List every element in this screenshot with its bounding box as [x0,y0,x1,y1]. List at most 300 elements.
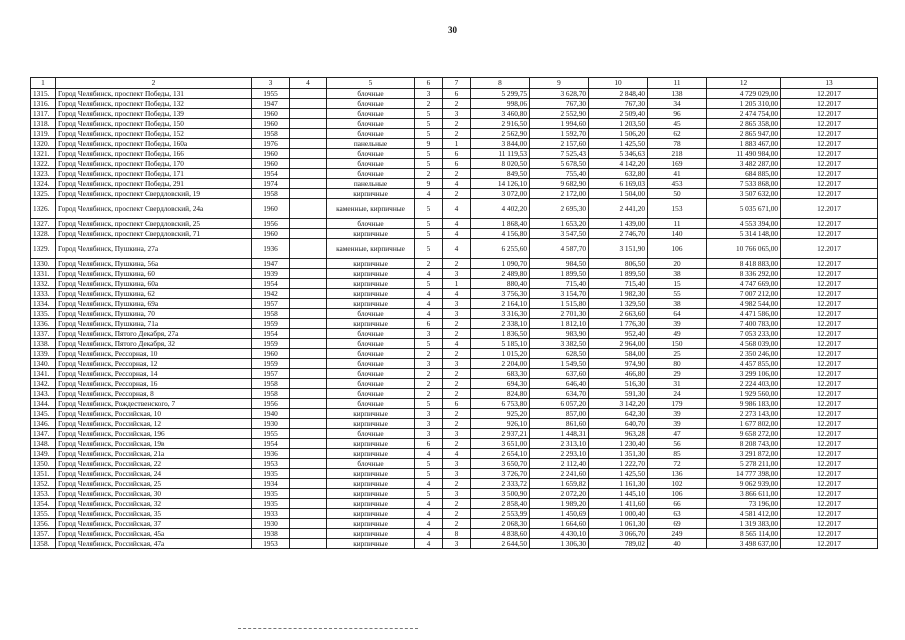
floors-cell: 9 [415,139,443,149]
total-area-cell: 2 858,40 [471,499,530,509]
residents-cell: 69 [648,519,707,529]
floors-cell: 2 [415,99,443,109]
year-cell: 1960 [252,229,290,239]
date-cell: 12.2017 [781,139,878,149]
wall-material-cell: блочные [327,389,415,399]
living-area-cell: 767,30 [530,99,589,109]
wall-material-cell: каменные, кирпичные [327,239,415,259]
cost-cell: 3 299 106,00 [707,369,781,379]
total-area-cell: 998,06 [471,99,530,109]
date-cell: 12.2017 [781,149,878,159]
extra-cell [290,89,327,99]
total-area-cell: 3 844,00 [471,139,530,149]
private-area-cell: 2 848,40 [589,89,648,99]
table-row [31,499,878,509]
private-area-cell: 3 142,20 [589,399,648,409]
private-area-cell: 591,30 [589,389,648,399]
row-number-cell: 1340. [31,359,56,369]
private-area-cell: 1 982,30 [589,289,648,299]
private-area-cell: 1 230,40 [589,439,648,449]
wall-material-cell: кирпичные [327,509,415,519]
year-cell: 1960 [252,159,290,169]
wall-material-cell: кирпичные [327,519,415,529]
floors-cell: 5 [415,229,443,239]
extra-cell [290,129,327,139]
date-cell: 12.2017 [781,469,878,479]
table-body [31,89,878,549]
entrances-cell: 3 [443,489,471,499]
cost-cell: 4 729 029,00 [707,89,781,99]
cost-cell: 2 865 358,00 [707,119,781,129]
private-area-cell: 3 066,70 [589,529,648,539]
extra-cell [290,99,327,109]
floors-cell: 5 [415,279,443,289]
private-area-cell: 715,40 [589,279,648,289]
living-area-cell: 2 072,20 [530,489,589,499]
row-number-cell: 1333. [31,289,56,299]
address-cell: Город Челябинск, Рессорная, 10 [56,349,252,359]
cost-cell: 3 866 611,00 [707,489,781,499]
extra-cell [290,439,327,449]
extra-cell [290,329,327,339]
table-row [31,379,878,389]
floors-cell: 4 [415,479,443,489]
entrances-cell: 3 [443,429,471,439]
total-area-cell: 3 072,00 [471,189,530,199]
wall-material-cell: блочные [327,349,415,359]
living-area-cell: 9 682,90 [530,179,589,189]
entrances-cell: 2 [443,169,471,179]
private-area-cell: 767,30 [589,99,648,109]
cost-cell: 8 418 883,00 [707,259,781,269]
extra-cell [290,119,327,129]
cost-cell: 5 035 671,00 [707,199,781,219]
table-row [31,369,878,379]
floors-cell: 2 [415,389,443,399]
entrances-cell: 3 [443,539,471,549]
year-cell: 1960 [252,349,290,359]
private-area-cell: 1 445,10 [589,489,648,499]
residents-cell: 249 [648,529,707,539]
year-cell: 1957 [252,369,290,379]
year-cell: 1956 [252,219,290,229]
extra-cell [290,359,327,369]
table-row [31,119,878,129]
living-area-cell: 2 241,60 [530,469,589,479]
total-area-cell: 1 836,50 [471,329,530,339]
cost-cell: 2 865 947,00 [707,129,781,139]
housing-register-table [30,77,878,549]
date-cell: 12.2017 [781,429,878,439]
row-number-cell: 1342. [31,379,56,389]
row-number-cell: 1350. [31,459,56,469]
total-area-cell: 2 937,21 [471,429,530,439]
address-cell: Город Челябинск, проспект Победы, 132 [56,99,252,109]
entrances-cell: 2 [443,499,471,509]
address-cell: Город Челябинск, проспект Свердловский, 19 [56,189,252,199]
table-row [31,409,878,419]
date-cell: 12.2017 [781,489,878,499]
residents-cell: 50 [648,189,707,199]
private-area-cell: 1 504,00 [589,189,648,199]
wall-material-cell: кирпичные [327,489,415,499]
private-area-cell: 466,80 [589,369,648,379]
year-cell: 1957 [252,299,290,309]
living-area-cell: 1 812,10 [530,319,589,329]
entrances-cell: 3 [443,269,471,279]
wall-material-cell: кирпичные [327,479,415,489]
row-number-cell: 1344. [31,399,56,409]
extra-cell [290,219,327,229]
table-row [31,449,878,459]
wall-material-cell: блочные [327,309,415,319]
entrances-cell: 2 [443,259,471,269]
residents-cell: 138 [648,89,707,99]
year-cell: 1976 [252,139,290,149]
floors-cell: 5 [415,199,443,219]
wall-material-cell: кирпичные [327,259,415,269]
cost-cell: 7 053 233,00 [707,329,781,339]
entrances-cell: 2 [443,369,471,379]
residents-cell: 150 [648,339,707,349]
row-number-cell: 1321. [31,149,56,159]
living-area-cell: 715,40 [530,279,589,289]
row-number-cell: 1324. [31,179,56,189]
residents-cell: 25 [648,349,707,359]
total-area-cell: 6 753,80 [471,399,530,409]
row-number-cell: 1318. [31,119,56,129]
year-cell: 1954 [252,439,290,449]
table-row [31,339,878,349]
living-area-cell: 6 057,20 [530,399,589,409]
cost-cell: 4 581 412,00 [707,509,781,519]
residents-cell: 80 [648,359,707,369]
living-area-cell: 755,40 [530,169,589,179]
residents-cell: 102 [648,479,707,489]
total-area-cell: 5 299,75 [471,89,530,99]
total-area-cell: 2 164,10 [471,299,530,309]
table-row [31,149,878,159]
row-number-cell: 1353. [31,489,56,499]
private-area-cell: 1 776,30 [589,319,648,329]
private-area-cell: 1 203,50 [589,119,648,129]
residents-cell: 218 [648,149,707,159]
row-number-cell: 1352. [31,479,56,489]
entrances-cell: 6 [443,149,471,159]
cost-cell: 8 208 743,00 [707,439,781,449]
entrances-cell: 4 [443,219,471,229]
floors-cell: 4 [415,269,443,279]
year-cell: 1960 [252,199,290,219]
column-header: 12 [707,78,781,89]
residents-cell: 29 [648,369,707,379]
floors-cell: 4 [415,449,443,459]
table-row [31,269,878,279]
year-cell: 1974 [252,179,290,189]
row-number-cell: 1319. [31,129,56,139]
residents-cell: 56 [648,439,707,449]
living-area-cell: 1 515,80 [530,299,589,309]
living-area-cell: 1 592,70 [530,129,589,139]
wall-material-cell: блочные [327,399,415,409]
cost-cell: 1 319 383,00 [707,519,781,529]
private-area-cell: 1 506,20 [589,129,648,139]
total-area-cell: 2 644,50 [471,539,530,549]
date-cell: 12.2017 [781,449,878,459]
row-number-cell: 1357. [31,529,56,539]
year-cell: 1958 [252,389,290,399]
wall-material-cell: панельные [327,179,415,189]
living-area-cell: 984,50 [530,259,589,269]
entrances-cell: 4 [443,199,471,219]
total-area-cell: 2 562,90 [471,129,530,139]
extra-cell [290,529,327,539]
total-area-cell: 880,40 [471,279,530,289]
table-row [31,529,878,539]
living-area-cell: 1 448,31 [530,429,589,439]
extra-cell [290,399,327,409]
residents-cell: 62 [648,129,707,139]
date-cell: 12.2017 [781,219,878,229]
address-cell: Город Челябинск, проспект Победы, 166 [56,149,252,159]
private-area-cell: 2 663,60 [589,309,648,319]
row-number-cell: 1348. [31,439,56,449]
table-row [31,489,878,499]
address-cell: Город Челябинск, Рессорная, 16 [56,379,252,389]
total-area-cell: 6 255,60 [471,239,530,259]
private-area-cell: 1 899,50 [589,269,648,279]
living-area-cell: 3 547,50 [530,229,589,239]
year-cell: 1942 [252,289,290,299]
cost-cell: 4 747 669,00 [707,279,781,289]
entrances-cell: 2 [443,349,471,359]
total-area-cell: 11 119,53 [471,149,530,159]
wall-material-cell: блочные [327,359,415,369]
cost-cell: 4 471 586,00 [707,309,781,319]
total-area-cell: 1 090,70 [471,259,530,269]
extra-cell [290,269,327,279]
wall-material-cell: блочные [327,119,415,129]
date-cell: 12.2017 [781,399,878,409]
floors-cell: 4 [415,299,443,309]
residents-cell: 106 [648,239,707,259]
floors-cell: 2 [415,349,443,359]
date-cell: 12.2017 [781,329,878,339]
total-area-cell: 3 756,30 [471,289,530,299]
residents-cell: 63 [648,509,707,519]
private-area-cell: 1 222,70 [589,459,648,469]
entrances-cell: 2 [443,99,471,109]
residents-cell: 24 [648,389,707,399]
entrances-cell: 4 [443,449,471,459]
table-row [31,469,878,479]
private-area-cell: 2 964,00 [589,339,648,349]
total-area-cell: 4 156,80 [471,229,530,239]
extra-cell [290,349,327,359]
year-cell: 1959 [252,319,290,329]
entrances-cell: 4 [443,239,471,259]
residents-cell: 41 [648,169,707,179]
living-area-cell: 1 450,69 [530,509,589,519]
total-area-cell: 3 651,00 [471,439,530,449]
date-cell: 12.2017 [781,479,878,489]
living-area-cell: 3 382,50 [530,339,589,349]
wall-material-cell: каменные, кирпичные [327,199,415,219]
table-row [31,139,878,149]
floors-cell: 3 [415,429,443,439]
date-cell: 12.2017 [781,349,878,359]
table-row [31,109,878,119]
row-number-cell: 1345. [31,409,56,419]
address-cell: Город Челябинск, Российская, 24 [56,469,252,479]
wall-material-cell: блочные [327,89,415,99]
entrances-cell: 3 [443,299,471,309]
extra-cell [290,339,327,349]
year-cell: 1947 [252,99,290,109]
address-cell: Город Челябинск, Рождественского, 7 [56,399,252,409]
living-area-cell: 983,90 [530,329,589,339]
private-area-cell: 1 329,50 [589,299,648,309]
wall-material-cell: блочные [327,129,415,139]
entrances-cell: 8 [443,529,471,539]
table-row [31,259,878,269]
row-number-cell: 1346. [31,419,56,429]
address-cell: Город Челябинск, проспект Победы, 139 [56,109,252,119]
extra-cell [290,509,327,519]
private-area-cell: 3 151,90 [589,239,648,259]
table-row [31,459,878,469]
entrances-cell: 3 [443,109,471,119]
residents-cell: 72 [648,459,707,469]
entrances-cell: 4 [443,229,471,239]
residents-cell: 31 [648,379,707,389]
date-cell: 12.2017 [781,359,878,369]
table-row [31,189,878,199]
living-area-cell: 2 695,30 [530,199,589,219]
row-number-cell: 1338. [31,339,56,349]
year-cell: 1936 [252,239,290,259]
address-cell: Город Челябинск, Российская, 21а [56,449,252,459]
wall-material-cell: кирпичные [327,269,415,279]
entrances-cell: 2 [443,379,471,389]
private-area-cell: 632,80 [589,169,648,179]
floors-cell: 5 [415,399,443,409]
extra-cell [290,289,327,299]
date-cell: 12.2017 [781,169,878,179]
living-area-cell: 4 430,10 [530,529,589,539]
cost-cell: 3 507 632,00 [707,189,781,199]
extra-cell [290,319,327,329]
residents-cell: 55 [648,289,707,299]
residents-cell: 153 [648,199,707,219]
entrances-cell: 6 [443,89,471,99]
total-area-cell: 14 126,10 [471,179,530,189]
private-area-cell: 1 161,30 [589,479,648,489]
date-cell: 12.2017 [781,309,878,319]
living-area-cell: 861,60 [530,419,589,429]
residents-cell: 40 [648,539,707,549]
living-area-cell: 646,40 [530,379,589,389]
column-header: 2 [56,78,252,89]
total-area-cell: 4 402,20 [471,199,530,219]
extra-cell [290,419,327,429]
date-cell: 12.2017 [781,119,878,129]
total-area-cell: 824,80 [471,389,530,399]
date-cell: 12.2017 [781,229,878,239]
private-area-cell: 6 169,03 [589,179,648,189]
address-cell: Город Челябинск, Российская, 35 [56,509,252,519]
living-area-cell: 3 154,70 [530,289,589,299]
private-area-cell: 5 346,63 [589,149,648,159]
cost-cell: 1 883 467,00 [707,139,781,149]
cost-cell: 7 007 212,00 [707,289,781,299]
address-cell: Город Челябинск, проспект Победы, 160а [56,139,252,149]
date-cell: 12.2017 [781,339,878,349]
date-cell: 12.2017 [781,539,878,549]
living-area-cell: 5 678,50 [530,159,589,169]
year-cell: 1935 [252,489,290,499]
living-area-cell: 1 306,30 [530,539,589,549]
entrances-cell: 2 [443,439,471,449]
extra-cell [290,169,327,179]
wall-material-cell: кирпичные [327,229,415,239]
cost-cell: 2 474 754,00 [707,109,781,119]
total-area-cell: 683,30 [471,369,530,379]
row-number-cell: 1315. [31,89,56,99]
table-row [31,349,878,359]
wall-material-cell: блочные [327,169,415,179]
cost-cell: 4 553 394,00 [707,219,781,229]
row-number-cell: 1317. [31,109,56,119]
living-area-cell: 2 701,30 [530,309,589,319]
residents-cell: 136 [648,469,707,479]
row-number-cell: 1329. [31,239,56,259]
wall-material-cell: кирпичные [327,469,415,479]
cost-cell: 7 533 868,00 [707,179,781,189]
address-cell: Город Челябинск, проспект Победы, 171 [56,169,252,179]
row-number-cell: 1334. [31,299,56,309]
date-cell: 12.2017 [781,519,878,529]
living-area-cell: 2 112,40 [530,459,589,469]
address-cell: Город Челябинск, Пушкина, 71а [56,319,252,329]
date-cell: 12.2017 [781,99,878,109]
table-row [31,99,878,109]
row-number-cell: 1325. [31,189,56,199]
row-number-cell: 1336. [31,319,56,329]
cost-cell: 1 205 310,00 [707,99,781,109]
date-cell: 12.2017 [781,389,878,399]
table-row [31,129,878,139]
extra-cell [290,139,327,149]
entrances-cell: 2 [443,409,471,419]
row-number-cell: 1358. [31,539,56,549]
year-cell: 1960 [252,109,290,119]
address-cell: Город Челябинск, Российская, 25 [56,479,252,489]
row-number-cell: 1343. [31,389,56,399]
private-area-cell: 584,00 [589,349,648,359]
total-area-cell: 3 650,70 [471,459,530,469]
address-cell: Город Челябинск, Российская, 30 [56,489,252,499]
total-area-cell: 4 838,60 [471,529,530,539]
table-row [31,159,878,169]
floors-cell: 5 [415,119,443,129]
private-area-cell: 640,70 [589,419,648,429]
entrances-cell: 2 [443,319,471,329]
extra-cell [290,479,327,489]
row-number-cell: 1327. [31,219,56,229]
extra-cell [290,229,327,239]
address-cell: Город Челябинск, Пушкина, 27а [56,239,252,259]
